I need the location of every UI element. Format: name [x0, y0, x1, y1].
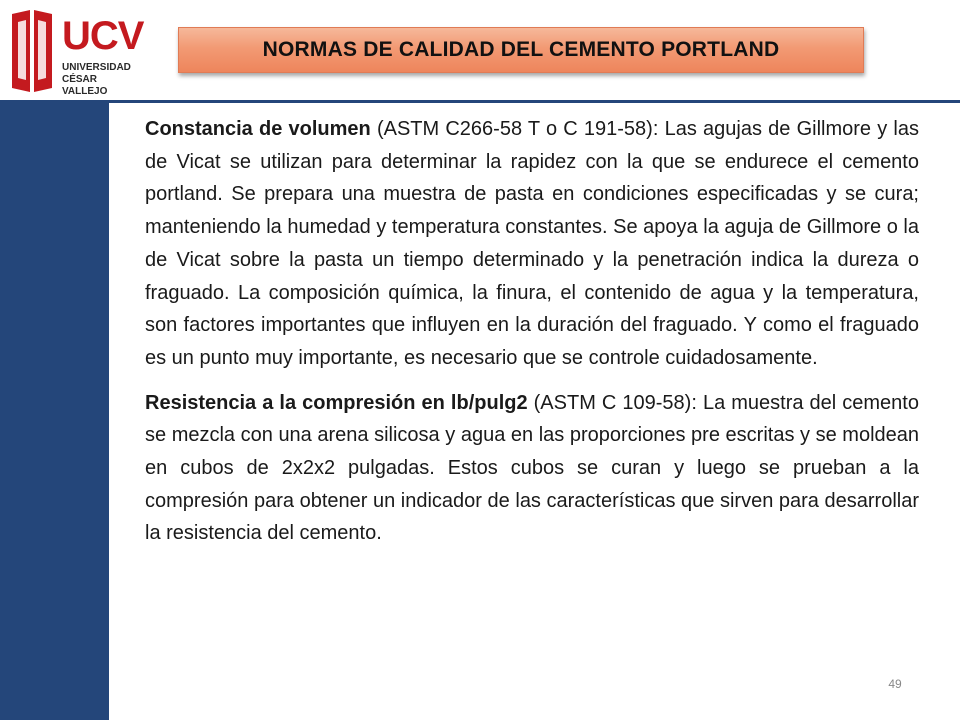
paragraph-heading: Resistencia a la compresión en lb/pulg2: [145, 391, 528, 414]
slide-body: [145, 113, 919, 550]
paragraph-text: (ASTM C 109-58): La muestra del cemento se mezcla con una arena silicosa y agua en las proporciones pre escritas y se moldean en cubos de 2x2x2 pulgadas. Estos cubos se curan y luego se prueban a la compresión para obtener un indicador de las características que sirven para desarrollar la resistencia del cemento.: [145, 391, 919, 545]
logo-wordmark: [62, 14, 143, 98]
paragraph-text: (ASTM C266-58 T o C 191-58): Las agujas de Gillmore y las de Vicat se utilizan para determinar la rapidez con la que se endurece el cemento portland. Se prepara una muestra de pasta en condiciones especificadas y se cura; manteniendo la humedad y temperatura constantes. Se apoya la aguja de Gillmore o la de Vicat sobre la pasta un tiempo determinado y la penetración indica la dureza o fraguado. La composición química, la finura, el contenido de agua y la temperatura, son factores importantes que influyen en la duración del fraguado. Y como el fraguado es un punto muy importante, es necesario que se controle cuidadosamente.: [145, 118, 919, 369]
logo-abbr: UCV: [62, 14, 144, 58]
slide-title-box: [178, 27, 864, 73]
logo-line2: CÉSAR VALLEJO: [62, 74, 108, 97]
page-number: 49: [888, 677, 902, 691]
header-divider: [0, 100, 960, 103]
logo-emblem-icon: [8, 8, 56, 96]
paragraph-compresion: [145, 387, 919, 551]
logo-line1: UNIVERSIDAD: [62, 62, 131, 73]
university-logo: [6, 6, 144, 97]
left-sidebar-band: [0, 103, 109, 720]
paragraph-heading: Constancia de volumen: [145, 118, 371, 140]
slide-title: NORMAS DE CALIDAD DEL CEMENTO PORTLAND: [262, 38, 780, 61]
paragraph-volumen: [145, 113, 919, 375]
